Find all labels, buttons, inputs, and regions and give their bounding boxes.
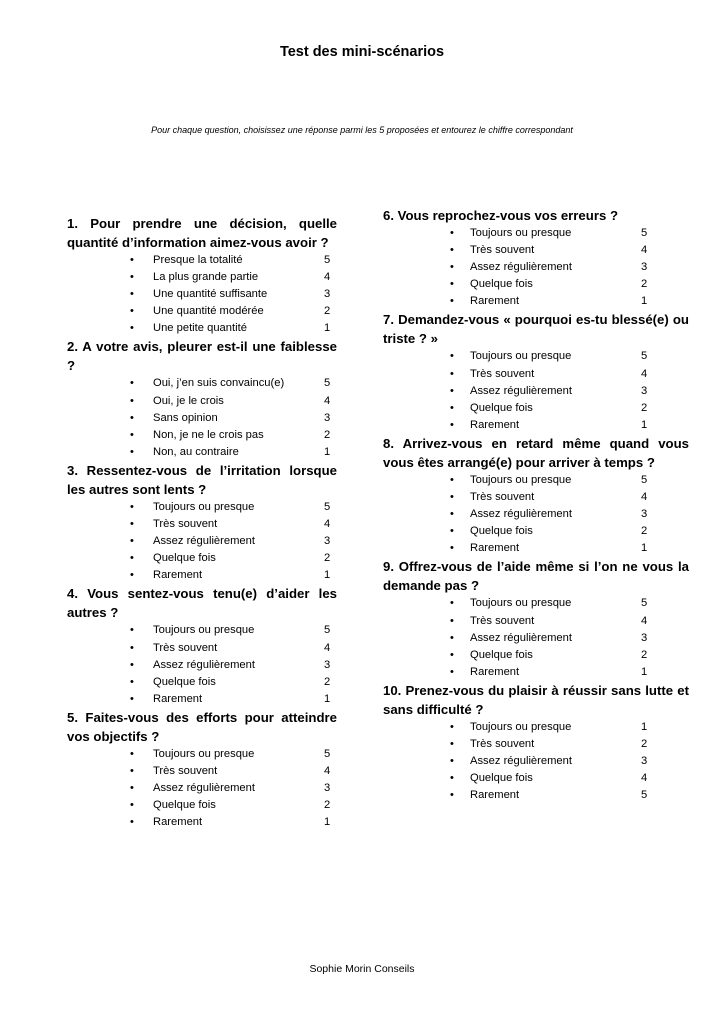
- answer-label: Très souvent: [470, 244, 535, 257]
- answer-label: Toujours ou presque: [470, 720, 572, 733]
- answer-option[interactable]: [67, 814, 337, 831]
- answer-label: Quelque fois: [153, 552, 216, 565]
- answer-score[interactable]: 2: [324, 305, 331, 318]
- answer-option[interactable]: [383, 472, 653, 489]
- answer-option[interactable]: [383, 366, 653, 383]
- answer-option[interactable]: [383, 753, 653, 770]
- answer-option[interactable]: [67, 516, 337, 533]
- answer-label: Quelque fois: [470, 525, 533, 538]
- answer-label: Assez régulièrement: [470, 755, 572, 768]
- answer-option[interactable]: [67, 691, 337, 708]
- answer-label: Assez régulièrement: [153, 535, 255, 548]
- answer-label: Très souvent: [470, 491, 535, 504]
- bullet-icon: •: [130, 288, 134, 301]
- bullet-icon: •: [450, 278, 454, 291]
- answer-score[interactable]: 3: [324, 658, 331, 671]
- answer-label: Très souvent: [153, 641, 218, 654]
- answer-score[interactable]: 4: [324, 271, 331, 284]
- answer-score[interactable]: 3: [641, 508, 648, 521]
- bullet-icon: •: [450, 525, 454, 538]
- answer-label: Très souvent: [470, 737, 535, 750]
- bullet-icon: •: [130, 254, 134, 266]
- answer-option[interactable]: [67, 763, 337, 780]
- answer-score[interactable]: 1: [324, 445, 331, 458]
- question-block: [67, 584, 337, 707]
- answer-score[interactable]: 4: [641, 491, 648, 504]
- answer-score[interactable]: 4: [641, 614, 648, 627]
- answer-label: Quelque fois: [470, 772, 533, 785]
- bullet-icon: •: [450, 244, 454, 257]
- answer-score[interactable]: 5: [641, 597, 648, 610]
- answer-score[interactable]: 5: [324, 254, 331, 266]
- answer-label: Assez régulièrement: [470, 384, 572, 397]
- answer-label: Très souvent: [153, 764, 218, 777]
- answer-option[interactable]: [67, 427, 337, 444]
- bullet-icon: •: [130, 322, 134, 335]
- page-title: Test des mini-scénarios: [279, 44, 445, 60]
- question-title: 8. Arrivez-vous en retard même quand vous vous êtes arrangé(e) pour arriver à temps ?: [383, 435, 689, 470]
- answer-label: Quelque fois: [153, 675, 216, 688]
- answer-option[interactable]: [67, 674, 337, 691]
- bullet-icon: •: [130, 445, 134, 458]
- answer-label: Toujours ou presque: [153, 500, 255, 513]
- answer-score[interactable]: 4: [324, 394, 331, 407]
- answer-list: [67, 375, 337, 460]
- answer-label: Quelque fois: [470, 648, 533, 661]
- answer-label: Très souvent: [470, 367, 535, 380]
- answer-option[interactable]: [383, 540, 653, 557]
- answer-option[interactable]: [67, 375, 337, 392]
- bullet-icon: •: [450, 542, 454, 555]
- bullet-icon: •: [450, 597, 454, 610]
- bullet-icon: •: [450, 295, 454, 308]
- answer-label: Quelque fois: [153, 799, 216, 812]
- bullet-icon: •: [450, 418, 454, 431]
- answer-score[interactable]: 3: [641, 755, 648, 768]
- answer-label: La plus grande partie: [153, 271, 259, 284]
- answer-label: Assez régulièrement: [153, 658, 255, 671]
- answer-label: Toujours ou presque: [470, 473, 572, 486]
- answer-score[interactable]: 4: [324, 764, 331, 777]
- answer-score[interactable]: 5: [324, 500, 331, 513]
- answer-option[interactable]: [67, 567, 337, 584]
- answer-option[interactable]: [67, 499, 337, 516]
- question-block: [67, 708, 337, 831]
- answer-label: Rarement: [153, 569, 203, 582]
- bullet-icon: •: [130, 692, 134, 705]
- answer-label: Quelque fois: [470, 401, 533, 414]
- answer-option[interactable]: [67, 550, 337, 567]
- answer-label: Oui, j’en suis convaincu(e): [153, 377, 285, 390]
- answer-label: Rarement: [470, 295, 520, 308]
- answer-option[interactable]: [67, 640, 337, 657]
- bullet-icon: •: [130, 394, 134, 407]
- answer-option[interactable]: [383, 348, 653, 365]
- answer-score[interactable]: 2: [324, 552, 331, 565]
- answer-list: [383, 719, 653, 804]
- answer-score[interactable]: 3: [641, 384, 648, 397]
- answer-option[interactable]: [383, 242, 653, 259]
- answer-label: Une quantité suffisante: [153, 288, 268, 301]
- answer-option[interactable]: [67, 444, 337, 461]
- bullet-icon: •: [130, 799, 134, 812]
- bullet-icon: •: [450, 261, 454, 274]
- answer-label: Oui, je le crois: [153, 394, 224, 407]
- answer-option[interactable]: [383, 417, 653, 434]
- bullet-icon: •: [450, 614, 454, 627]
- answer-score[interactable]: 5: [324, 747, 331, 760]
- answer-label: Rarement: [470, 665, 520, 678]
- answer-label: Rarement: [470, 789, 520, 802]
- question-block: [67, 337, 337, 460]
- answer-option[interactable]: [383, 719, 653, 736]
- question-title: 9. Offrez-vous de l’aide même si l’on ne vous la demande pas ?: [383, 559, 689, 594]
- bullet-icon: •: [450, 665, 454, 678]
- answer-score[interactable]: 2: [641, 737, 648, 750]
- answer-option[interactable]: [383, 770, 653, 787]
- answer-score[interactable]: 4: [641, 367, 648, 380]
- answer-score[interactable]: 4: [641, 244, 648, 257]
- answer-list: [67, 746, 337, 831]
- answer-option[interactable]: [67, 286, 337, 303]
- answer-option[interactable]: [383, 647, 653, 664]
- answer-score[interactable]: 3: [324, 535, 331, 548]
- answer-label: Rarement: [153, 816, 203, 829]
- bullet-icon: •: [130, 624, 134, 637]
- answer-label: Très souvent: [470, 614, 535, 627]
- answer-label: Toujours ou presque: [470, 227, 572, 239]
- answer-score[interactable]: 3: [324, 288, 331, 301]
- bullet-icon: •: [450, 491, 454, 504]
- answer-option[interactable]: [383, 523, 653, 540]
- questions-column-left: [67, 214, 337, 831]
- answer-label: Toujours ou presque: [153, 624, 255, 637]
- question-title: 7. Demandez-vous « pourquoi es-tu blessé(e) ou triste ? »: [383, 312, 689, 347]
- bullet-icon: •: [130, 816, 134, 829]
- answer-score[interactable]: 3: [641, 631, 648, 644]
- bullet-icon: •: [130, 552, 134, 565]
- answer-option[interactable]: [67, 303, 337, 320]
- question-block: [67, 214, 337, 337]
- answer-score[interactable]: 5: [324, 624, 331, 637]
- answer-score[interactable]: 2: [641, 278, 648, 291]
- answer-label: Quelque fois: [470, 278, 533, 291]
- bullet-icon: •: [450, 401, 454, 414]
- answer-label: Toujours ou presque: [153, 747, 255, 760]
- answer-score[interactable]: 5: [641, 227, 648, 239]
- answer-option[interactable]: [383, 489, 653, 506]
- bullet-icon: •: [130, 658, 134, 671]
- answer-score[interactable]: 2: [324, 799, 331, 812]
- bullet-icon: •: [130, 764, 134, 777]
- answer-score[interactable]: 2: [324, 675, 331, 688]
- question-block: [383, 681, 689, 804]
- answer-label: Une petite quantité: [153, 322, 247, 335]
- bullet-icon: •: [450, 384, 454, 397]
- answer-option[interactable]: [67, 780, 337, 797]
- answer-score[interactable]: 1: [324, 569, 331, 582]
- answer-score[interactable]: 1: [324, 816, 331, 829]
- answer-label: Rarement: [153, 692, 203, 705]
- instructions: Pour chaque question, choisissez une réponse parmi les 5 proposées et entourez le chiffre correspondant: [151, 125, 573, 135]
- answer-option[interactable]: [67, 269, 337, 286]
- answer-list: [383, 472, 653, 557]
- footer-company: Sophie Morin Conseils: [309, 963, 415, 975]
- answer-score[interactable]: 1: [641, 418, 648, 431]
- answer-score[interactable]: 2: [641, 401, 648, 414]
- bullet-icon: •: [450, 720, 454, 733]
- answer-label: Rarement: [470, 418, 520, 431]
- bullet-icon: •: [130, 377, 134, 390]
- answer-label: Une quantité modérée: [153, 305, 264, 318]
- question-block: [383, 557, 689, 680]
- answer-score[interactable]: 1: [641, 665, 648, 678]
- answer-score[interactable]: 1: [324, 322, 331, 335]
- answer-score[interactable]: 1: [641, 295, 648, 308]
- answer-label: Sans opinion: [153, 411, 218, 424]
- bullet-icon: •: [450, 755, 454, 768]
- bullet-icon: •: [450, 367, 454, 380]
- bullet-icon: •: [450, 508, 454, 521]
- questions-column-right: [383, 206, 689, 804]
- answer-score[interactable]: 3: [641, 261, 648, 274]
- question-title: 2. A votre avis, pleurer est-il une faiblesse ?: [67, 339, 337, 374]
- bullet-icon: •: [450, 648, 454, 661]
- answer-list: [67, 499, 337, 584]
- question-title: 6. Vous reprochez-vous vos erreurs ?: [383, 208, 619, 223]
- answer-option[interactable]: [67, 746, 337, 763]
- question-block: [383, 434, 689, 557]
- answer-label: Presque la totalité: [153, 254, 243, 266]
- answer-option[interactable]: [383, 276, 653, 293]
- answer-score[interactable]: 5: [641, 350, 648, 363]
- answer-option[interactable]: [383, 736, 653, 753]
- answer-score[interactable]: 5: [324, 377, 331, 390]
- answer-label: Assez régulièrement: [470, 261, 572, 274]
- answer-option[interactable]: [383, 259, 653, 276]
- answer-label: Non, au contraire: [153, 445, 239, 458]
- answer-label: Rarement: [470, 542, 520, 555]
- bullet-icon: •: [130, 428, 134, 441]
- answer-option[interactable]: [67, 393, 337, 410]
- answer-score[interactable]: 4: [641, 772, 648, 785]
- answer-option[interactable]: [383, 293, 653, 310]
- bullet-icon: •: [450, 227, 454, 239]
- answer-option[interactable]: [383, 383, 653, 400]
- bullet-icon: •: [130, 411, 134, 424]
- question-title: 5. Faites-vous des efforts pour atteindre vos objectifs ?: [67, 709, 337, 744]
- answer-score[interactable]: 2: [641, 525, 648, 538]
- answer-score[interactable]: 1: [324, 692, 331, 705]
- answer-list: [67, 252, 337, 337]
- answer-option[interactable]: [67, 622, 337, 639]
- question-title: 4. Vous sentez-vous tenu(e) d’aider les autres ?: [67, 586, 337, 621]
- answer-option[interactable]: [383, 630, 653, 647]
- answer-score[interactable]: 5: [641, 789, 648, 802]
- answer-label: Non, je ne le crois pas: [153, 428, 264, 441]
- bullet-icon: •: [130, 500, 134, 513]
- question-title: 3. Ressentez-vous de l’irritation lorsque les autres sont lents ?: [67, 462, 337, 497]
- answer-option[interactable]: [383, 506, 653, 523]
- answer-list: [383, 225, 653, 310]
- bullet-icon: •: [450, 737, 454, 750]
- question-title: 1. Pour prendre une décision, quelle quantité d’information aimez-vous avoir ?: [67, 216, 337, 250]
- answer-option[interactable]: [67, 320, 337, 337]
- answer-score[interactable]: 2: [641, 648, 648, 661]
- question-block: [67, 461, 337, 584]
- bullet-icon: •: [450, 473, 454, 486]
- answer-option[interactable]: [67, 797, 337, 814]
- answer-option[interactable]: [67, 252, 337, 269]
- bullet-icon: •: [130, 675, 134, 688]
- bullet-icon: •: [130, 641, 134, 654]
- bullet-icon: •: [450, 631, 454, 644]
- bullet-icon: •: [130, 271, 134, 284]
- answer-score[interactable]: 5: [641, 473, 648, 486]
- answer-option[interactable]: [67, 533, 337, 550]
- answer-list: [67, 622, 337, 707]
- bullet-icon: •: [130, 518, 134, 531]
- answer-option[interactable]: [383, 613, 653, 630]
- answer-label: Toujours ou presque: [470, 350, 572, 363]
- answer-label: Toujours ou presque: [470, 597, 572, 610]
- answer-option[interactable]: [383, 787, 653, 804]
- bullet-icon: •: [130, 747, 134, 760]
- answer-option[interactable]: [383, 664, 653, 681]
- answer-label: Assez régulièrement: [470, 508, 572, 521]
- bullet-icon: •: [130, 569, 134, 582]
- answer-label: Assez régulièrement: [470, 631, 572, 644]
- answer-label: Assez régulièrement: [153, 782, 255, 795]
- bullet-icon: •: [450, 789, 454, 802]
- answer-option[interactable]: [383, 225, 653, 242]
- answer-option[interactable]: [383, 400, 653, 417]
- answer-score[interactable]: 2: [324, 428, 331, 441]
- answer-score[interactable]: 3: [324, 782, 331, 795]
- answer-option[interactable]: [383, 595, 653, 612]
- answer-list: [383, 348, 653, 433]
- answer-score[interactable]: 4: [324, 518, 331, 531]
- question-title: 10. Prenez-vous du plaisir à réussir sans lutte et sans difficulté ?: [383, 682, 689, 717]
- answer-score[interactable]: 1: [641, 720, 648, 733]
- answer-option[interactable]: [67, 410, 337, 427]
- answer-score[interactable]: 3: [324, 411, 331, 424]
- bullet-icon: •: [130, 305, 134, 318]
- question-block: [383, 310, 689, 433]
- answer-label: Très souvent: [153, 518, 218, 531]
- bullet-icon: •: [450, 350, 454, 363]
- answer-score[interactable]: 1: [641, 542, 648, 555]
- answer-score[interactable]: 4: [324, 641, 331, 654]
- question-block: [383, 206, 653, 310]
- bullet-icon: •: [130, 782, 134, 795]
- answer-option[interactable]: [67, 657, 337, 674]
- bullet-icon: •: [130, 535, 134, 548]
- bullet-icon: •: [450, 772, 454, 785]
- answer-list: [383, 595, 653, 680]
